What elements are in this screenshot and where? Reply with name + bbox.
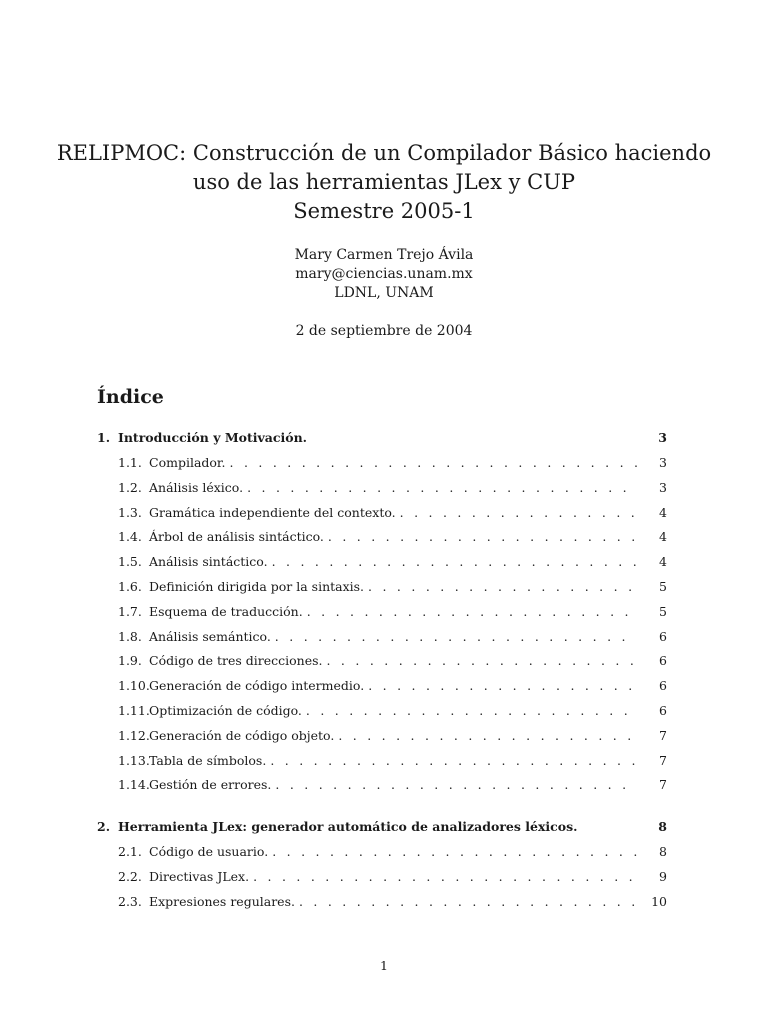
page-number: 1 <box>380 958 388 973</box>
author-block <box>0 246 768 303</box>
toc-dot-leader <box>226 453 638 472</box>
title-line: Semestre 2005-1 <box>293 199 475 223</box>
document-title <box>0 139 768 226</box>
toc-dot-leader <box>303 602 637 621</box>
toc-dot-leader <box>271 627 637 646</box>
toc-entry-title: Análisis semántico. <box>149 628 271 644</box>
toc-entry-number: 1.14. <box>118 777 150 793</box>
toc-section[interactable] <box>97 817 667 842</box>
toc-entry-number: 1.11. <box>118 702 150 718</box>
toc-entry-title: Definición dirigida por la sintaxis. <box>149 578 365 594</box>
toc-entry-page: 9 <box>659 868 667 884</box>
toc-entry-number: 1.1. <box>118 455 142 470</box>
toc-entry-page: 7 <box>659 727 667 743</box>
toc-entry-page: 4 <box>659 554 667 570</box>
toc-entry-title: Optimización de código. <box>149 702 302 718</box>
toc-entry-title: Directivas JLex. <box>149 868 250 884</box>
toc-entry[interactable] <box>97 775 667 800</box>
toc-entry-page: 5 <box>659 603 667 619</box>
document-date: 2 de septiembre de 2004 <box>295 323 473 339</box>
toc-section-page: 3 <box>658 430 667 445</box>
toc-entry-title: Expresiones regulares. <box>149 893 295 909</box>
toc-entry-title: Análisis léxico. <box>149 479 244 495</box>
toc-entry-page: 7 <box>659 777 667 793</box>
toc-entry-title: Tabla de símbolos. <box>149 752 267 768</box>
toc-entry-title: Compilador. <box>149 455 226 470</box>
toc-dot-leader <box>249 867 637 886</box>
toc-entry-title: Esquema de traducción. <box>149 603 303 619</box>
toc-entry-title: Código de tres direcciones. <box>149 653 323 669</box>
toc-entry-page: 5 <box>659 578 667 594</box>
title-line: RELIPMOC: Construcción de un Compilador Básico haciendo <box>56 141 712 165</box>
toc-entry-number: 1.8. <box>118 628 142 644</box>
author-affiliation: LDNL, UNAM <box>334 285 434 301</box>
toc-entry-page: 6 <box>659 678 667 694</box>
toc-dot-leader <box>271 775 637 794</box>
toc-entry-page: 8 <box>659 844 667 860</box>
toc-entry-number: 2.1. <box>118 844 142 860</box>
toc-entry-number: 1.12. <box>118 727 150 743</box>
toc-entry-number: 1.7. <box>118 603 142 619</box>
toc-entry[interactable] <box>97 867 667 892</box>
title-line: uso de las herramientas JLex y CUP <box>192 170 576 194</box>
toc-entry-title: Análisis sintáctico. <box>149 554 268 570</box>
toc-dot-leader <box>364 676 637 695</box>
toc-entry-page: 3 <box>659 479 667 495</box>
toc-dot-leader <box>243 478 637 497</box>
toc-entry[interactable] <box>97 527 667 552</box>
toc-section-title: Herramienta JLex: generador automático de analizadores léxicos. <box>118 819 578 835</box>
toc-entry-number: 1.5. <box>118 554 142 570</box>
toc-entry-title: Gramática independiente del contexto. <box>149 504 396 520</box>
toc-entry-number: 1.3. <box>118 504 142 520</box>
toc-dot-leader <box>266 751 637 770</box>
toc-entry-title: Generación de código objeto. <box>149 727 335 743</box>
toc-entry-page: 4 <box>659 529 667 545</box>
toc-entry-title: Código de usuario. <box>149 844 269 860</box>
toc-section-page: 8 <box>658 819 667 835</box>
toc-entry[interactable] <box>97 453 667 478</box>
toc-entry[interactable] <box>97 751 667 776</box>
toc-entry[interactable] <box>97 602 667 627</box>
toc-entry[interactable] <box>97 892 667 917</box>
toc-entry-number: 2.3. <box>118 893 142 909</box>
toc-entry-number: 1.2. <box>118 479 142 495</box>
toc-entry[interactable] <box>97 478 667 503</box>
toc-entry-title: Gestión de errores. <box>149 777 272 793</box>
toc-entry-page: 7 <box>659 752 667 768</box>
toc-section-title: Introducción y Motivación. <box>118 430 308 445</box>
toc-entry-title: Generación de código intermedio. <box>149 678 365 694</box>
toc-entry[interactable] <box>97 503 667 528</box>
toc-entry[interactable] <box>97 676 667 701</box>
toc-dot-leader <box>322 651 637 670</box>
toc-entry-page: 6 <box>659 628 667 644</box>
toc-entry-page: 3 <box>659 455 667 470</box>
toc-dot-leader <box>324 527 637 546</box>
toc-entry[interactable] <box>97 627 667 652</box>
toc-entry-page: 6 <box>659 702 667 718</box>
toc-entry-page: 6 <box>659 653 667 669</box>
toc-dot-leader <box>302 701 637 720</box>
table-of-contents <box>97 428 667 917</box>
toc-dot-leader <box>268 842 637 861</box>
author-email: mary@ciencias.unam.mx <box>295 266 473 282</box>
author-name: Mary Carmen Trejo Ávila <box>294 247 474 263</box>
toc-entry-page: 4 <box>659 504 667 520</box>
toc-entry[interactable] <box>97 651 667 676</box>
toc-section-number: 1. <box>97 430 111 445</box>
toc-entry[interactable] <box>97 552 667 577</box>
toc-entry-page: 10 <box>651 893 667 909</box>
toc-section[interactable] <box>97 428 667 453</box>
toc-section-number: 2. <box>97 819 111 835</box>
toc-dot-leader <box>268 552 637 571</box>
toc-entry-number: 1.9. <box>118 653 142 669</box>
toc-heading: Índice <box>97 386 164 408</box>
toc-entry-title: Árbol de análisis sintáctico. <box>149 529 324 545</box>
toc-entry[interactable] <box>97 577 667 602</box>
toc-entry[interactable] <box>97 726 667 751</box>
toc-dot-leader <box>396 503 637 522</box>
toc-dot-leader <box>295 892 637 911</box>
toc-entry-number: 1.13. <box>118 752 150 768</box>
toc-entry-number: 1.10. <box>118 678 150 694</box>
toc-entry[interactable] <box>97 842 667 867</box>
toc-dot-leader <box>364 577 637 596</box>
toc-entry-number: 2.2. <box>118 868 142 884</box>
toc-entry[interactable] <box>97 701 667 726</box>
toc-dot-leader <box>334 726 637 745</box>
toc-entry-number: 1.4. <box>118 529 142 545</box>
toc-entry-number: 1.6. <box>118 578 142 594</box>
